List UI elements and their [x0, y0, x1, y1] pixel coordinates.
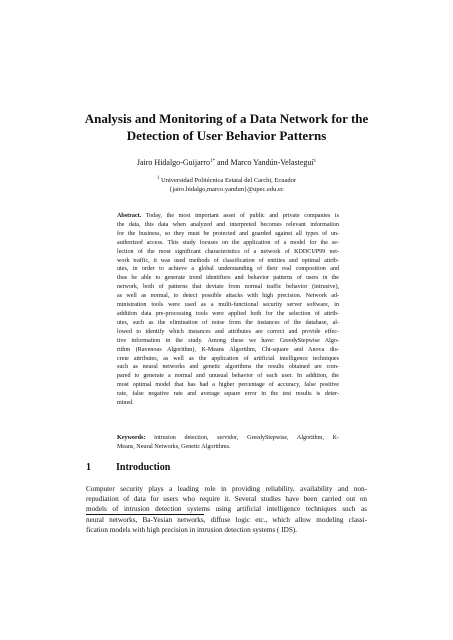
author-affiliation-mark: 1* [209, 159, 215, 164]
abstract-line: such as neural networks and genetic algorithms the results obtained are com- [117, 364, 339, 371]
abstract-text: Today, the most important asset of public and private companies is [145, 213, 339, 219]
affiliation-mark: 1 [156, 176, 160, 181]
keywords-text: intrusion detection, servidor, GreedyStepwise, Algorithm, K- [154, 435, 339, 441]
abstract-line: lowed to identify which instances and attributes are correct and provide effec- [117, 328, 339, 335]
body-line: fication models with high precision in intrusion detection systems ( IDS). [86, 525, 298, 534]
author-list [60, 158, 393, 168]
abstract-line: utes, such as the elimination of noise from the instances of the database, al- [117, 319, 339, 326]
keywords-label: Keywords: [117, 435, 146, 441]
abstract-line: addition data pre-processing tools were applied both for the selection of attrib- [117, 310, 339, 317]
abstract [117, 212, 339, 408]
abstract-line: rithm (Ravenous Algorithm), K-Means Algorithm, Chi-square and Anova dis- [117, 346, 339, 353]
body-line: neural networks, Ba-Yesian networks, diffuse logic etc., which allow modeling classi- [86, 515, 367, 524]
section-title: Introduction [116, 462, 171, 473]
body-text [86, 484, 367, 535]
affiliation [60, 176, 393, 194]
abstract-line: pared to generate a normal and unusual behavior of each user. In addition, the [117, 373, 339, 380]
abstract-line: network, both of patterns that deviate from normal traffic behavior (intrusive), [117, 284, 339, 291]
abstract-line: authorized access. This study focuses on the application of a model for the se- [117, 239, 339, 246]
abstract-line: thus be able to generate trend identifiers and behavior patterns of users in the [117, 275, 339, 282]
footnote-rule [86, 514, 204, 515]
abstract-line [117, 212, 339, 221]
paper-title [60, 110, 393, 144]
institution-name: Universidad Politécnica Estatal del Carchi, Ecuador [161, 177, 297, 184]
abstract-line: tive information in the study. Among these we have: GreedyStepwise Algo- [117, 337, 339, 344]
affiliation-institution [60, 176, 393, 185]
keywords-line: Means, Neural Networks, Genetic Algorithms. [117, 443, 231, 450]
abstract-line: utes, in order to achieve a global understanding of their real composition and [117, 266, 339, 273]
body-line: models of intrusion detection systems using artificial intelligence techniques such as [86, 505, 367, 514]
section-number: 1 [86, 462, 91, 473]
title-line-2: Detection of User Behavior Patterns [126, 128, 327, 143]
section-heading [86, 462, 170, 474]
author-conjunction: and [216, 158, 229, 167]
author-name: Jairo Hidalgo-Guijarro [136, 158, 210, 167]
abstract-line: rate, false negative rate and average square error in the test results is deter- [117, 391, 339, 398]
abstract-line: crete attributes, as well as the application of artificial intelligence techniques [117, 355, 339, 362]
abstract-line: work traffic, it was used methods of classification of entities and optimal attrib- [117, 257, 339, 264]
abstract-line: most optimal model that has had a higher percentage of accuracy, false positive [117, 382, 339, 389]
title-line-1: Analysis and Monitoring of a Data Network for the [84, 111, 369, 126]
abstract-label: Abstract. [117, 213, 142, 219]
keywords [117, 434, 339, 452]
author-affiliation-mark: 1 [313, 159, 317, 164]
affiliation-emails: {jairo.hidalgo,marco.yandun}@upec.edu.ec [169, 186, 284, 193]
abstract-line: as well as normal, to detect possible attacks with high precision. Network ad- [117, 293, 339, 300]
abstract-line: lection of the most significant characteristics of a network of KDDCUP99 net- [117, 248, 339, 255]
abstract-line: the data, this data when analyzed and interpreted becomes relevant information [117, 221, 339, 228]
keywords-line [117, 434, 339, 443]
body-line: repudiation of data for users who require it. Several studies have been carried out on [86, 495, 367, 504]
abstract-line: mined. [117, 400, 134, 407]
body-line: Computer security plays a leading role in providing reliability, availability and non- [86, 485, 367, 493]
abstract-line: ministration tools were used as a multi-functional security server software, in [117, 302, 339, 309]
abstract-line: for the business, so they must be protected and guarded against all types of un- [117, 230, 339, 237]
author-name: Marco Yandún-Velasteguí [230, 158, 314, 167]
